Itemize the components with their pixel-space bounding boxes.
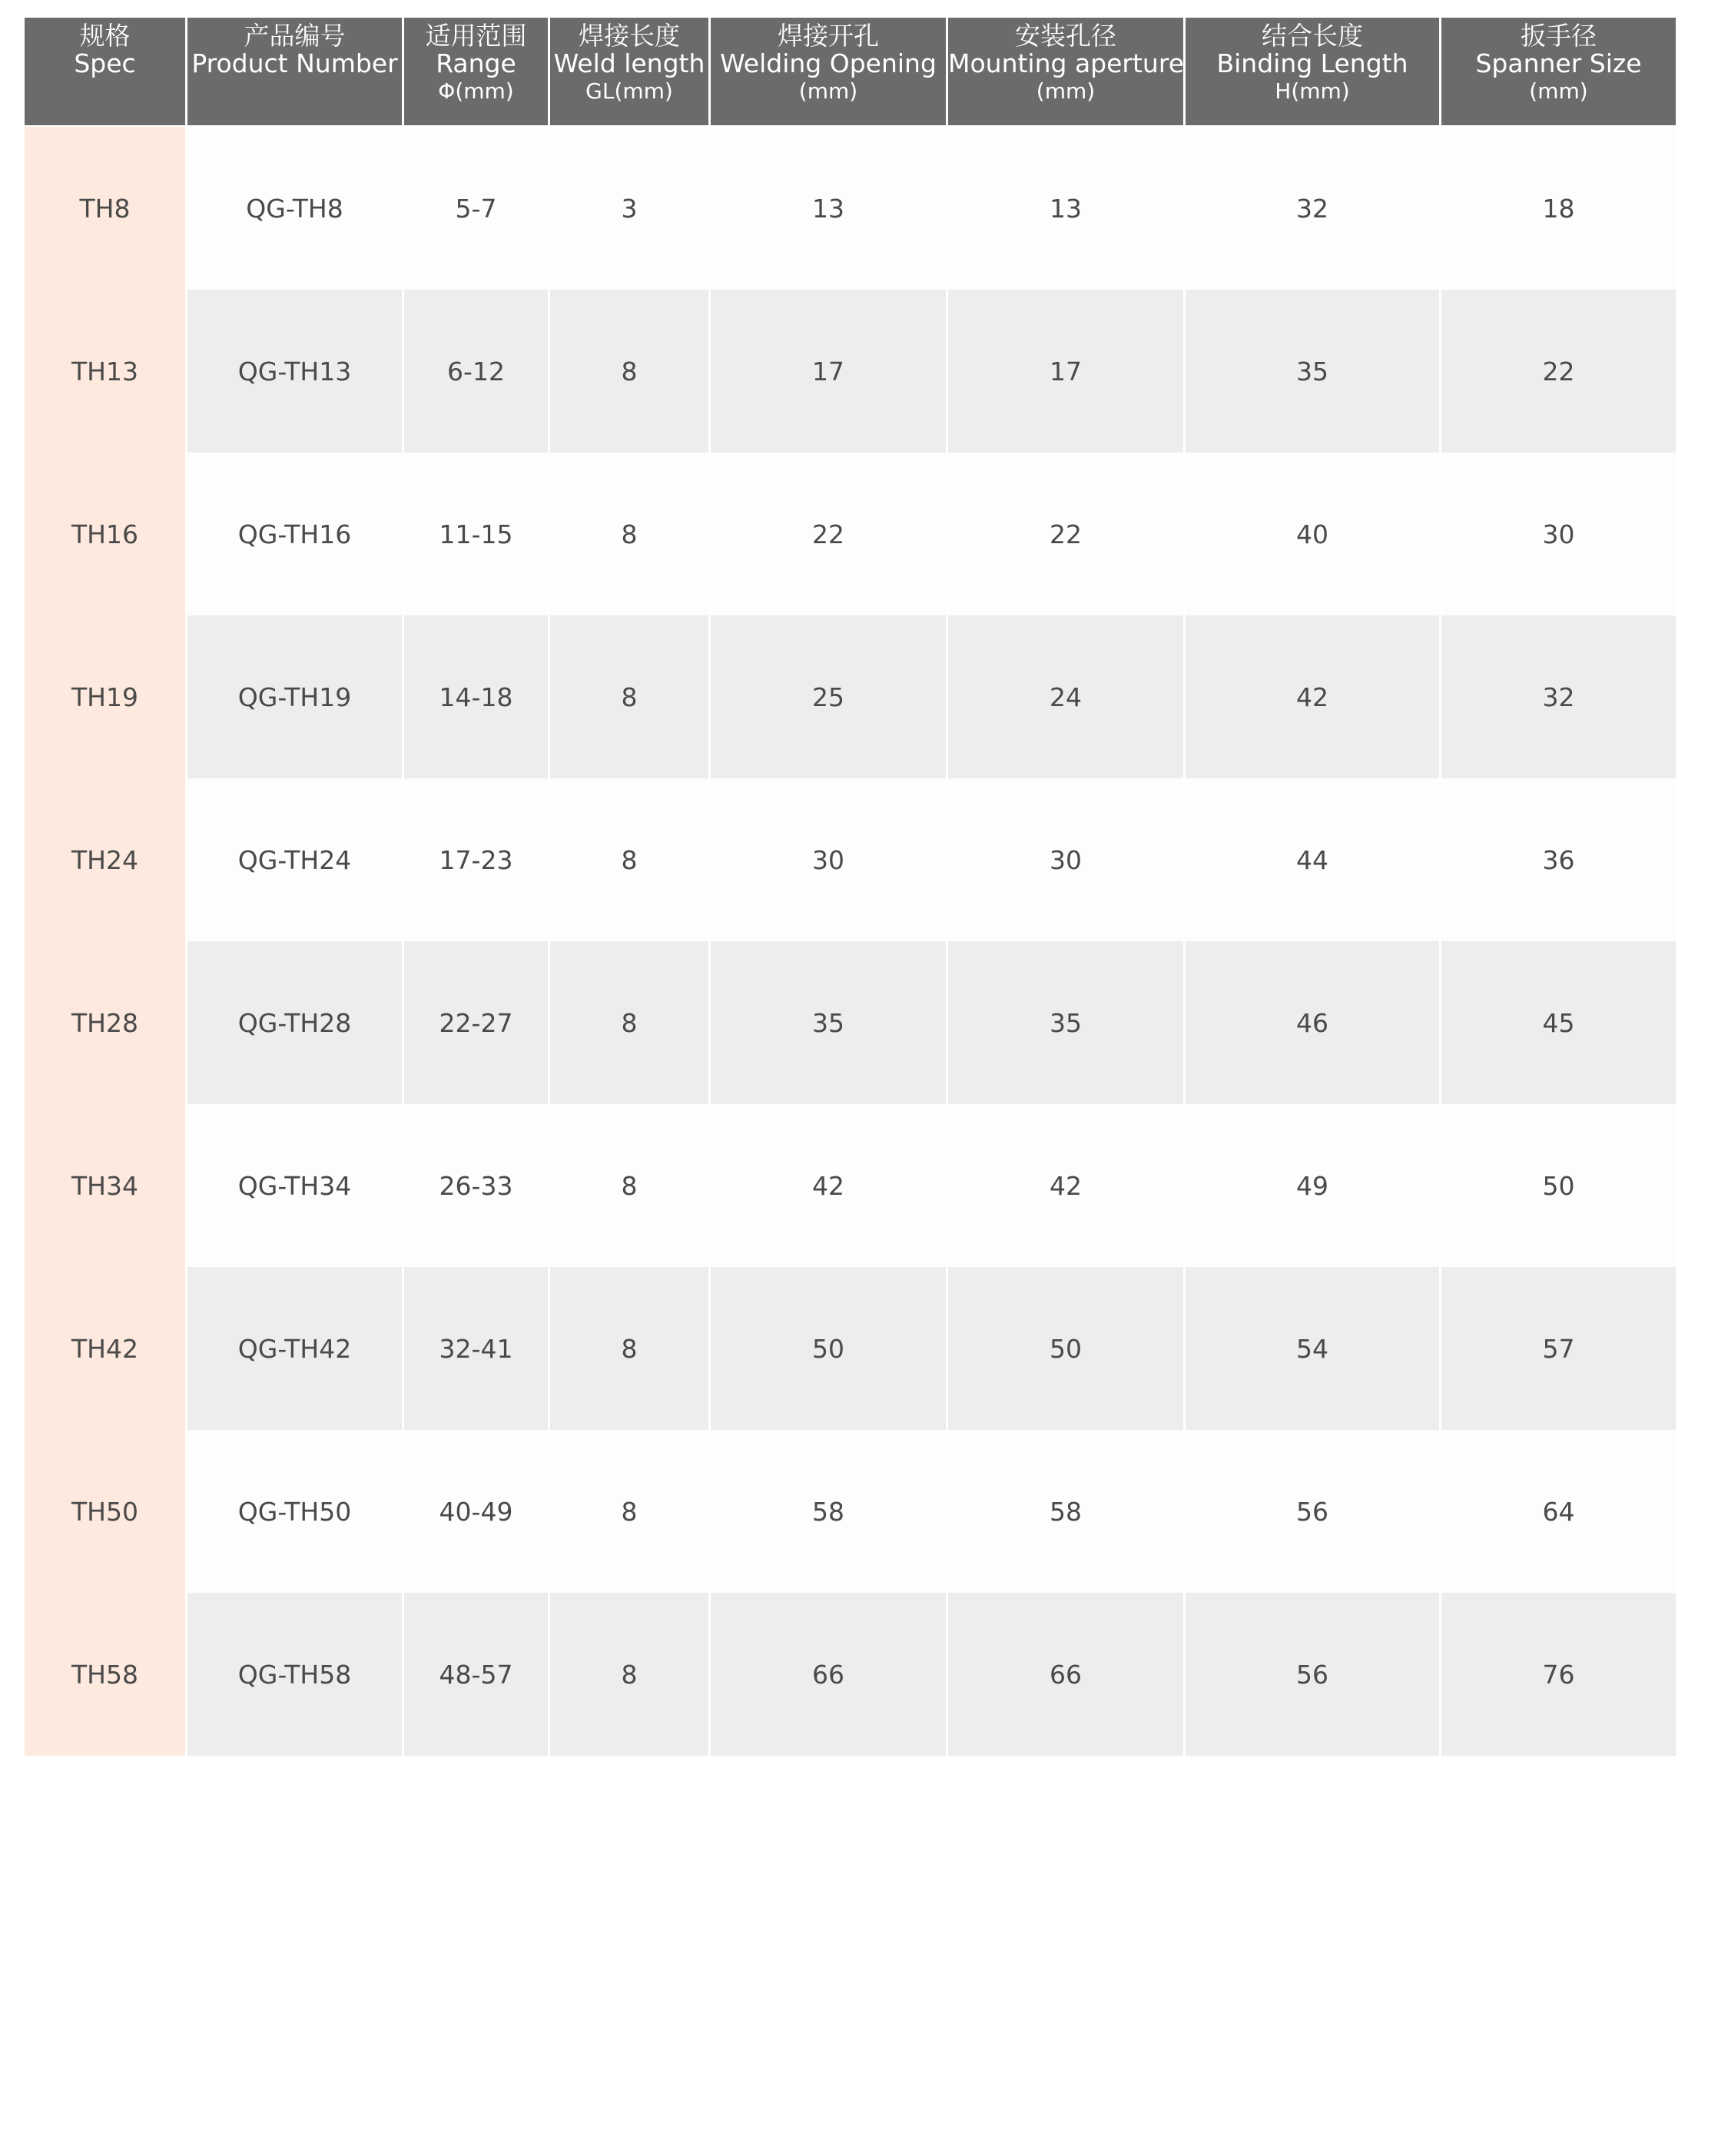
cell-welding-opening: 42 (711, 1104, 946, 1267)
header-label-unit: (mm) (1036, 78, 1096, 104)
header-label-zh: 安装孔径 (1015, 21, 1116, 51)
cell-weld-length: 8 (550, 453, 708, 615)
table-row (25, 127, 1676, 290)
header-row (25, 18, 1676, 127)
cell-range: 26-33 (404, 1104, 548, 1267)
header-label-unit: (mm) (1529, 78, 1588, 104)
cell-weld-length: 8 (550, 1267, 708, 1430)
cell-product-number: QG-TH50 (187, 1430, 402, 1593)
cell-spanner-size: 45 (1441, 941, 1676, 1104)
header-product-number (187, 18, 402, 127)
spec-table (22, 18, 1678, 1756)
cell-mounting-aperture: 22 (948, 453, 1183, 615)
cell-binding-length: 40 (1186, 453, 1439, 615)
cell-range: 17-23 (404, 778, 548, 941)
header-label-zh: 产品编号 (244, 21, 346, 51)
header-label-unit: GL(mm) (585, 78, 673, 104)
header-label-zh: 规格 (79, 21, 131, 51)
cell-welding-opening: 17 (711, 290, 946, 453)
header-label-unit: H(mm) (1275, 78, 1350, 104)
cell-range: 6-12 (404, 290, 548, 453)
header-spec (25, 18, 185, 127)
cell-welding-opening: 22 (711, 453, 946, 615)
cell-spanner-size: 32 (1441, 615, 1676, 778)
cell-binding-length: 49 (1186, 1104, 1439, 1267)
cell-binding-length: 56 (1186, 1430, 1439, 1593)
header-label-en: Mounting aperture (948, 48, 1184, 78)
header-label-zh: 适用范围 (425, 21, 527, 51)
cell-binding-length: 35 (1186, 290, 1439, 453)
cell-binding-length: 44 (1186, 778, 1439, 941)
cell-welding-opening: 66 (711, 1593, 946, 1756)
cell-weld-length: 8 (550, 290, 708, 453)
cell-spec: TH16 (25, 453, 185, 615)
cell-spanner-size: 64 (1441, 1430, 1676, 1593)
header-label-en: Spanner Size (1475, 48, 1642, 78)
cell-product-number: QG-TH42 (187, 1267, 402, 1430)
cell-spec: TH34 (25, 1104, 185, 1267)
header-label-zh: 结合长度 (1262, 21, 1363, 51)
cell-binding-length: 46 (1186, 941, 1439, 1104)
cell-mounting-aperture: 24 (948, 615, 1183, 778)
cell-product-number: QG-TH58 (187, 1593, 402, 1756)
cell-spanner-size: 57 (1441, 1267, 1676, 1430)
cell-weld-length: 8 (550, 941, 708, 1104)
cell-range: 22-27 (404, 941, 548, 1104)
table-body (25, 127, 1676, 1756)
cell-mounting-aperture: 42 (948, 1104, 1183, 1267)
cell-product-number: QG-TH19 (187, 615, 402, 778)
cell-weld-length: 8 (550, 1430, 708, 1593)
cell-weld-length: 8 (550, 615, 708, 778)
header-label-zh: 扳手径 (1521, 21, 1597, 51)
cell-mounting-aperture: 50 (948, 1267, 1183, 1430)
cell-spec: TH13 (25, 290, 185, 453)
cell-range: 11-15 (404, 453, 548, 615)
cell-welding-opening: 58 (711, 1430, 946, 1593)
cell-spec: TH8 (25, 127, 185, 290)
header-label-zh: 焊接长度 (579, 21, 680, 51)
header-label-en: Weld length (553, 48, 705, 78)
cell-weld-length: 8 (550, 778, 708, 941)
header-label-unit: Φ(mm) (438, 78, 514, 104)
cell-welding-opening: 25 (711, 615, 946, 778)
table-row (25, 1430, 1676, 1593)
table-header (25, 18, 1676, 127)
cell-binding-length: 54 (1186, 1267, 1439, 1430)
table-row (25, 1267, 1676, 1430)
table-row (25, 778, 1676, 941)
header-spanner-size (1441, 18, 1676, 127)
table-row (25, 453, 1676, 615)
cell-mounting-aperture: 17 (948, 290, 1183, 453)
cell-mounting-aperture: 35 (948, 941, 1183, 1104)
header-label-en: Binding Length (1216, 48, 1408, 78)
cell-welding-opening: 13 (711, 127, 946, 290)
table-row (25, 941, 1676, 1104)
cell-spec: TH28 (25, 941, 185, 1104)
cell-weld-length: 8 (550, 1593, 708, 1756)
cell-range: 48-57 (404, 1593, 548, 1756)
cell-spec: TH42 (25, 1267, 185, 1430)
cell-range: 32-41 (404, 1267, 548, 1430)
header-label-en: Product Number (191, 48, 398, 78)
cell-binding-length: 56 (1186, 1593, 1439, 1756)
header-label-unit: (mm) (798, 78, 858, 104)
cell-binding-length: 32 (1186, 127, 1439, 290)
cell-spanner-size: 76 (1441, 1593, 1676, 1756)
cell-spec: TH19 (25, 615, 185, 778)
cell-product-number: QG-TH28 (187, 941, 402, 1104)
cell-range: 40-49 (404, 1430, 548, 1593)
cell-mounting-aperture: 30 (948, 778, 1183, 941)
cell-spec: TH58 (25, 1593, 185, 1756)
header-range (404, 18, 548, 127)
header-binding-length (1186, 18, 1439, 127)
cell-weld-length: 8 (550, 1104, 708, 1267)
cell-welding-opening: 35 (711, 941, 946, 1104)
cell-range: 5-7 (404, 127, 548, 290)
cell-weld-length: 3 (550, 127, 708, 290)
header-label-en: Range (436, 48, 516, 78)
cell-mounting-aperture: 66 (948, 1593, 1183, 1756)
table-row (25, 615, 1676, 778)
cell-spec: TH24 (25, 778, 185, 941)
cell-product-number: QG-TH24 (187, 778, 402, 941)
cell-product-number: QG-TH13 (187, 290, 402, 453)
header-label-en: Welding Opening (720, 48, 937, 78)
table-row (25, 1104, 1676, 1267)
header-label-zh: 焊接开孔 (778, 21, 879, 51)
table-row (25, 1593, 1676, 1756)
cell-binding-length: 42 (1186, 615, 1439, 778)
cell-spanner-size: 30 (1441, 453, 1676, 615)
header-weld-length (550, 18, 708, 127)
cell-spanner-size: 22 (1441, 290, 1676, 453)
cell-mounting-aperture: 13 (948, 127, 1183, 290)
table-row (25, 290, 1676, 453)
cell-product-number: QG-TH34 (187, 1104, 402, 1267)
cell-spanner-size: 50 (1441, 1104, 1676, 1267)
cell-welding-opening: 30 (711, 778, 946, 941)
cell-range: 14-18 (404, 615, 548, 778)
cell-welding-opening: 50 (711, 1267, 946, 1430)
cell-product-number: QG-TH16 (187, 453, 402, 615)
header-welding-opening (711, 18, 946, 127)
cell-spanner-size: 36 (1441, 778, 1676, 941)
header-mounting-aperture (948, 18, 1183, 127)
cell-spec: TH50 (25, 1430, 185, 1593)
cell-mounting-aperture: 58 (948, 1430, 1183, 1593)
header-label-en: Spec (74, 48, 136, 78)
cell-spanner-size: 18 (1441, 127, 1676, 290)
cell-product-number: QG-TH8 (187, 127, 402, 290)
